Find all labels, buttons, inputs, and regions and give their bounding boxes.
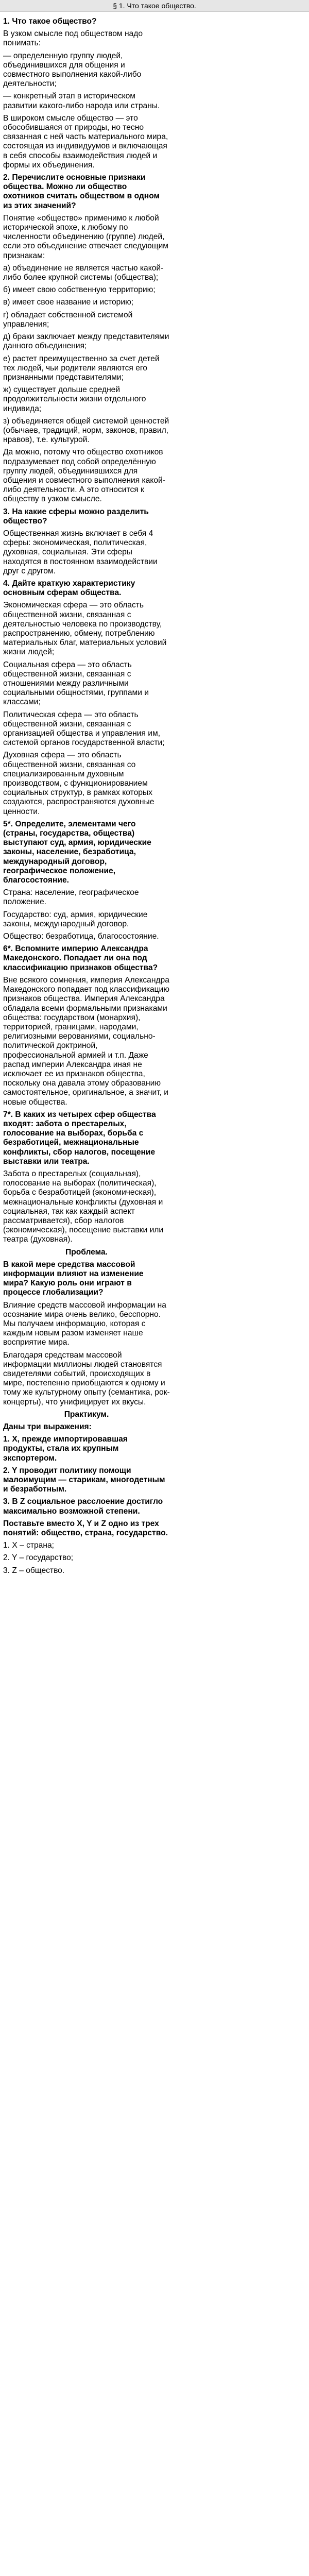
paragraph-21: Политическая сфера — это область общественной жизни, связанная с организацией общества и управления им, системой органов государственной власти; (3, 710, 165, 748)
paragraph-25: Государство: суд, армия, юридические законы, международный договор. (3, 910, 148, 928)
paragraph-35: Практикум. (64, 1410, 109, 1419)
paragraph-11: д) браки заключает между представителями данного объединения; (3, 332, 169, 351)
content-body (0, 12, 170, 1575)
paragraph-3: — конкретный этап в историческом развитии какого-либо народа или страны. (3, 92, 160, 110)
paragraph-12: е) растет преимущественно за счет детей тех людей, чьи родители являются его признанными представителями; (3, 354, 160, 382)
paragraph-33: Влияние средств массовой информации на осознание мира очень велико, бесспорно. Мы получаем информацию, которая с каждым новым разом изменяет наше восприятие мира. (3, 1300, 166, 1347)
paragraph-30: Забота о престарелых (социальная), голосование на выборах (политическая), борьба с безработицей (экономическая), межнациональные конфликты (духовная и социальная, так как каждый аспект рассматривается), сбор налогов (экономическая), посещение выставки или театра (духовная). (3, 1169, 164, 1244)
paragraph-14: з) объединяется общей системой ценностей (обычаев, традиций, норм, законов, правил, нравов), т.е. культурой. (3, 416, 169, 445)
paragraph-4: В широком смысле общество — это обособившаяся от природы, но тесно связанная с ней часть материального мира, состоящая из индивидуумов и включающая в себя способы взаимодействия людей и формы их объединения. (3, 113, 168, 170)
paragraph-6: Понятие «общество» применимо к любой исторической эпохе, к любому по численности объединению (группе) людей, если это объединение отвечает следующим признакам: (3, 213, 169, 260)
paragraph-10: г) обладает собственной системой управления; (3, 310, 133, 329)
page-title: § 1. Что такое общество. (113, 2, 196, 10)
paragraph-9: в) имеет свое название и историю; (3, 298, 134, 307)
paragraph-5: 2. Перечислите основные признаки общества. Можно ли общество охотников считать обществом в одном из этих значений? (3, 173, 160, 210)
paragraph-7: а) объединение не является частью какой-либо более крупной системы (общества); (3, 263, 164, 282)
paragraph-29: 7*. В каких из четырех сфер общества входят: забота о престарелых, голосование на выборах, борьба с безработицей, межнациональные конфликты, сбор налогов, посещение выставки или театра. (3, 1110, 156, 1166)
paragraph-0: 1. Что такое общество? (3, 17, 97, 26)
paragraph-20: Социальная сфера — это область общественной жизни, связанная с отношениями между различными социальными общностями, группами и классами; (3, 660, 149, 707)
paragraph-37: 1. X, прежде импортировавшая продукты, стала их крупным экспортером. (3, 1435, 128, 1463)
paragraph-8: б) имеет свою собственную территорию; (3, 285, 156, 295)
paragraph-1: В узком смысле под обществом надо понимать: (3, 29, 143, 48)
paragraph-38: 2. Y проводит политику помощи малоимущим — старикам, многодетным и безработным. (3, 1466, 165, 1494)
paragraph-2: — определенную группу людей, объединившихся для общения и совместного выполнения какой-либо деятельности; (3, 51, 142, 89)
paragraph-34: Благодаря средствам массовой информации миллионы людей становятся свидетелями событий, происходящих в мире, постепенно приобщаются к одному и тому же культурному опыту (семантика, рок-концерты), что унифицирует их вкусы. (3, 1350, 170, 1406)
paragraph-27: 6*. Вспомните империю Александра Македонского. Попадает ли она под классификацию признаков общества? (3, 944, 158, 972)
paragraph-15: Да можно, потому что общество охотников подразумевает под собой определённую группу людей, объединившихся для общения и совместного выполнения какой-либо деятельности. А это относится к обществу в узком смысле. (3, 448, 165, 504)
paragraph-16: 3. На какие сферы можно разделить общество? (3, 507, 149, 526)
paragraph-32: В какой мере средства массовой информации влияют на изменение мира? Какую роль они играют в процессе глобализации? (3, 1260, 144, 1297)
paragraph-18: 4. Дайте краткую характеристику основным сферам общества. (3, 579, 135, 598)
paragraph-19: Экономическая сфера — это область общественной жизни, связанная с деятельностью человека по производству, распространению, обмену, потреблению материальных благ, материальных условий жизни людей; (3, 601, 167, 657)
paragraph-43: 3. Z – общество. (3, 1566, 65, 1575)
paragraph-28: Вне всякого сомнения, империя Александра Македонского попадает под классификацию признаков общества. Империя Александра обладала всеми формальными признаками общества: государством (монархия), территорией, границами, народами, религиозными верованиями, социально-политической доктриной, профессиональной армией и т.п. Даже распад империи Александра иная не исключает ее из признаков общества, поскольку она давала этому образованию самостоятельное, оригинальное, а значит, и новые общества. (3, 975, 169, 1107)
paragraph-26: Общество: безработица, благосостояние. (3, 932, 159, 941)
page-header (0, 0, 309, 12)
paragraph-36: Даны три выражения: (3, 1422, 92, 1432)
paragraph-24: Страна: население, географическое положение. (3, 888, 139, 907)
paragraph-42: 2. Y – государство; (3, 1553, 74, 1563)
paragraph-41: 1. X – страна; (3, 1541, 54, 1550)
paragraph-31: Проблема. (65, 1247, 108, 1257)
paragraph-13: ж) существует дольше средней продолжительности жизни отдельного индивида; (3, 385, 146, 413)
paragraph-40: Поставьте вместо X, Y и Z одно из трех понятий: общество, страна, государство. (3, 1519, 168, 1538)
paragraph-22: Духовная сфера — это область общественной жизни, связанная со специализированным духовным производством, с функционированием социальных структур, в рамках которых создаются, распространяются духовные ценности. (3, 751, 154, 816)
paragraph-17: Общественная жизнь включает в себя 4 сферы: экономическая, политическая, духовная, социальная. Эти сферы находятся в постоянном взаимодействии друг с другом. (3, 529, 158, 575)
paragraph-23: 5*. Определите, элементами чего (страны, государства, общества) выступают суд, армия, юридические законы, население, безработица, международный договор, географическое положение, благосостояние. (3, 819, 151, 885)
paragraph-39: 3. В Z социальное расслоение достигло максимально возможной степени. (3, 1497, 163, 1516)
